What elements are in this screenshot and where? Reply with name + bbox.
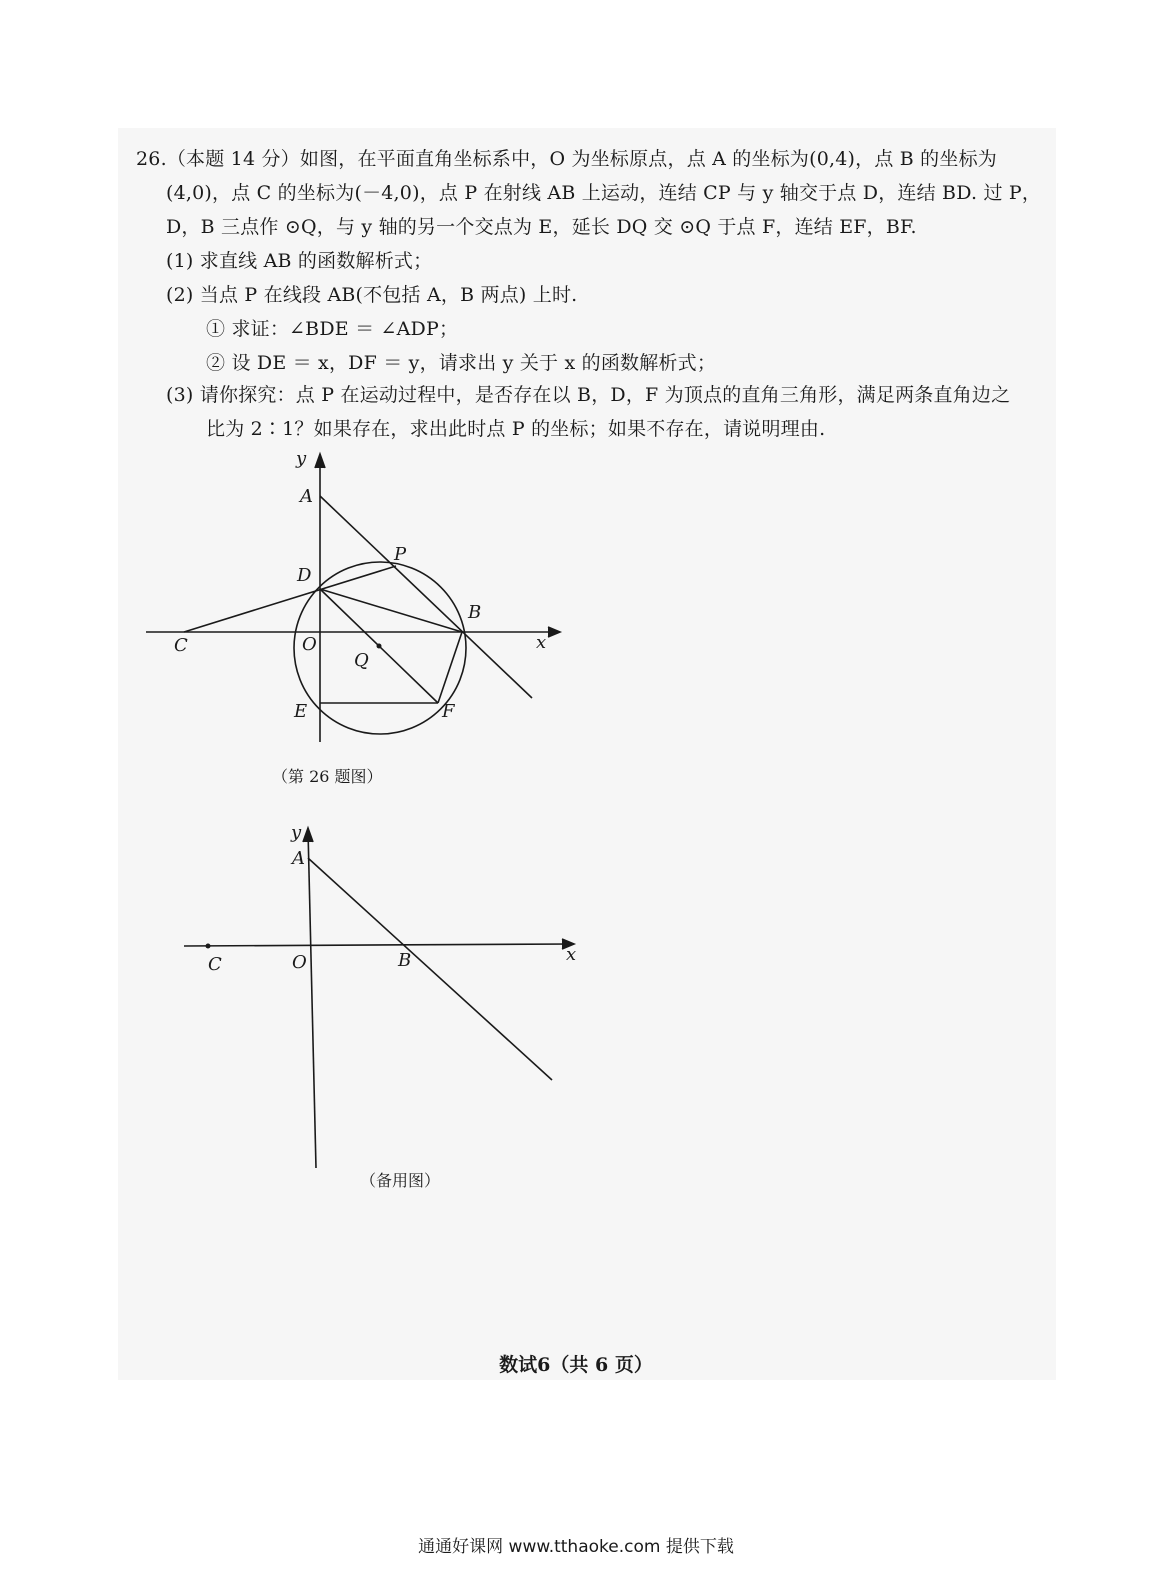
question-part-2a: ① 求证：∠BDE ＝ ∠ADP； — [206, 318, 459, 340]
label-b: B — [468, 602, 482, 623]
question-part-1: (1) 求直线 AB 的函数解析式； — [166, 250, 433, 272]
label-x: x — [536, 632, 547, 653]
label-c: C — [208, 954, 222, 975]
label-o: O — [292, 952, 307, 973]
label-b: B — [398, 950, 412, 971]
label-o: O — [302, 634, 317, 655]
figure-26-caption: （第 26 题图） — [272, 767, 383, 786]
label-y: y — [296, 448, 307, 469]
question-header: 26.（本题 14 分）如图，在平面直角坐标系中，O 为坐标原点，点 A 的坐标为(0,4)，点 B 的坐标为 — [136, 148, 997, 170]
y-axis — [308, 830, 316, 1168]
question-line-3: D，B 三点作 ⊙Q，与 y 轴的另一个交点为 E，延长 DQ 交 ⊙Q 于点 F，连结 EF，BF. — [166, 216, 917, 238]
label-d: D — [297, 565, 312, 586]
x-axis — [184, 944, 572, 946]
label-c: C — [174, 635, 188, 656]
page-number: 数试6（共 6 页） — [499, 1354, 653, 1376]
spare-figure-caption: （备用图） — [360, 1171, 441, 1190]
label-f: F — [442, 701, 455, 722]
question-line-2: (4,0)，点 C 的坐标为(－4,0)，点 P 在射线 AB 上运动，连结 CP 与 y 轴交于点 D，连结 BD. 过 P， — [166, 182, 1042, 204]
question-part-2: (2) 当点 P 在线段 AB(不包括 A，B 两点) 上时. — [166, 284, 578, 306]
site-credit: 通通好课网 www.tthaoke.com 提供下载 — [418, 1537, 734, 1557]
question-part-3: (3) 请你探究：点 P 在运动过程中，是否存在以 B，D，F 为顶点的直角三角形，满足两条直角边之 — [166, 384, 1011, 406]
label-e: E — [294, 701, 308, 722]
question-part-3b: 比为 2∶1？如果存在，求出此时点 P 的坐标；如果不存在，请说明理由. — [206, 418, 826, 440]
label-y: y — [291, 822, 302, 843]
label-q: Q — [354, 650, 369, 671]
ray-ab — [308, 858, 552, 1080]
label-a: A — [292, 848, 305, 869]
label-p: P — [394, 544, 407, 565]
point-c — [206, 944, 211, 949]
y-axis-arrow — [303, 828, 313, 842]
label-a: A — [300, 486, 313, 507]
label-x: x — [566, 944, 577, 965]
question-part-2b: ② 设 DE ＝ x，DF ＝ y，请求出 y 关于 x 的函数解析式； — [206, 352, 717, 374]
